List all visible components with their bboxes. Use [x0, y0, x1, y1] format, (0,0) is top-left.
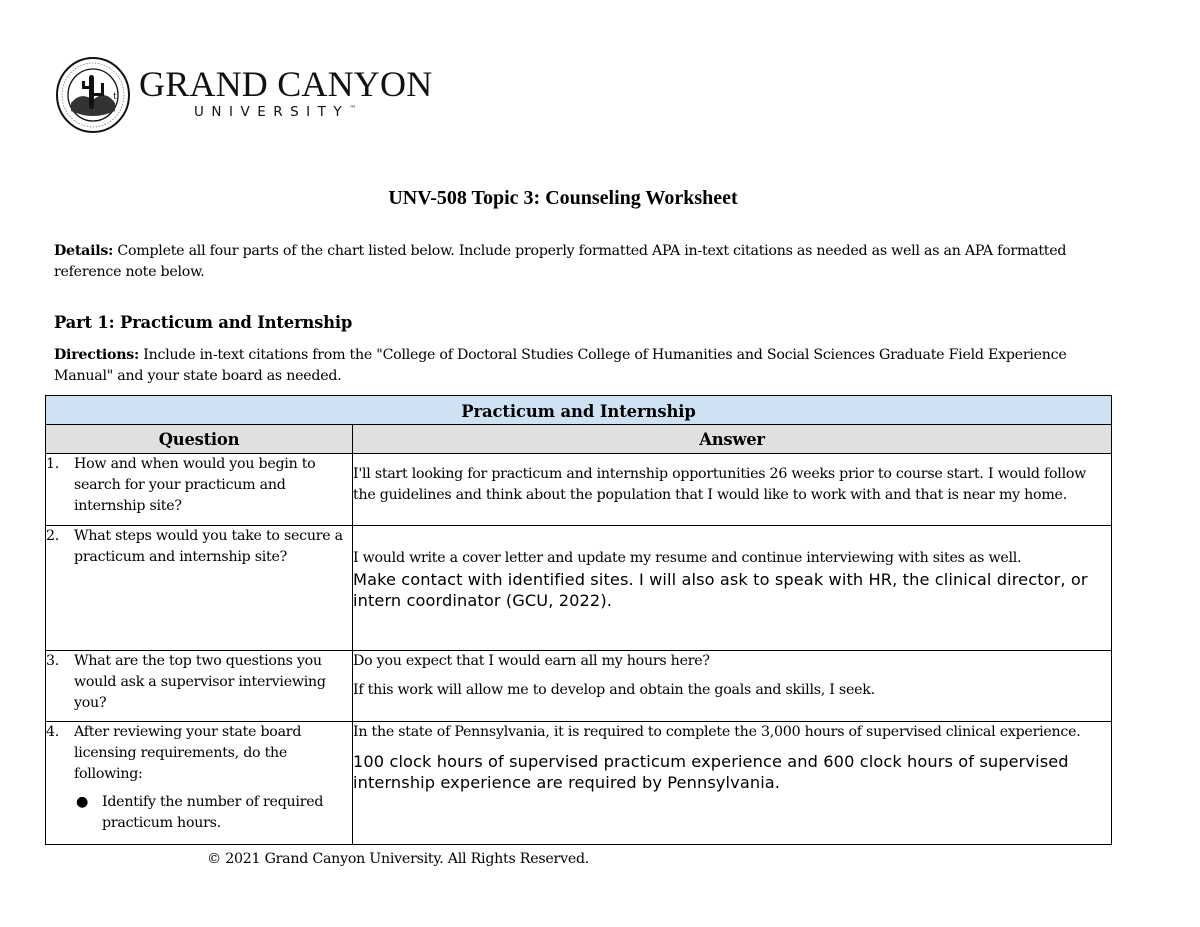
directions-paragraph	[54, 345, 1124, 387]
bullet-item	[74, 792, 352, 834]
column-header-answer: Answer	[353, 425, 1112, 454]
table-title: Practicum and Internship	[46, 396, 1112, 425]
logo-name-line1: GRAND CANYON	[139, 64, 433, 104]
table-row	[46, 651, 1112, 722]
bullet-icon: ●	[76, 794, 89, 810]
answer-text: I'll start looking for practicum and internship opportunities 26 weeks prior to course start. I would follow the guidelines and think about the population that I would like to work with and that is near my home.	[353, 466, 1087, 503]
answer-cell[interactable]	[353, 454, 1112, 526]
table-title-row	[46, 396, 1112, 425]
answer-text: I would write a cover letter and update my resume and continue interviewing with sites as well.	[353, 550, 1022, 566]
question-text: How and when would you begin to search for your practicum and internship site?	[74, 456, 316, 514]
directions-label: Directions:	[54, 347, 140, 363]
answer-extra-text: Make contact with identified sites. I will also ask to speak with HR, the clinical director, or intern coordinator (GCU, 2022).	[353, 570, 1088, 610]
table-header-row	[46, 425, 1112, 454]
table-row	[46, 454, 1112, 526]
question-text: After reviewing your state board licensing requirements, do the following:	[74, 724, 302, 782]
answer-cell[interactable]	[353, 722, 1112, 845]
answer-cell[interactable]	[353, 526, 1112, 651]
details-text: Complete all four parts of the chart listed below. Include properly formatted APA in-text citations as needed as well as an APA formatted reference note below.	[54, 243, 1067, 280]
practicum-table	[45, 395, 1112, 845]
logo-name-line2: UNIVERSITY™	[194, 104, 357, 120]
copyright-footer: © 2021 Grand Canyon University. All Rights Reserved.	[207, 851, 590, 867]
svg-text:t: t	[113, 92, 117, 102]
answer-extra-text: If this work will allow me to develop and obtain the goals and skills, I seek.	[353, 682, 875, 698]
gcu-logo	[55, 55, 432, 135]
details-paragraph	[54, 241, 1124, 283]
answer-cell[interactable]	[353, 651, 1112, 722]
answer-text: Do you expect that I would earn all my hours here?	[353, 653, 710, 669]
column-header-question: Question	[46, 425, 353, 454]
question-text: What steps would you take to secure a practicum and internship site?	[74, 528, 343, 565]
table-row	[46, 526, 1112, 651]
university-seal-icon	[55, 55, 131, 135]
answer-extra-text: 100 clock hours of supervised practicum experience and 600 clock hours of supervised internship experience are required by Pennsylvania.	[353, 752, 1069, 792]
question-cell: 3. What are the top two questions you would ask a supervisor interviewing you?	[46, 651, 353, 722]
question-text: What are the top two questions you would ask a supervisor interviewing you?	[74, 653, 326, 711]
details-label: Details:	[54, 243, 114, 259]
page-title: UNV-508 Topic 3: Counseling Worksheet	[388, 187, 738, 209]
question-cell: 2. What steps would you take to secure a practicum and internship site?	[46, 526, 353, 651]
bullet-text: Identify the number of required practicum hours.	[102, 794, 324, 831]
part1-heading: Part 1: Practicum and Internship	[54, 313, 353, 332]
question-cell: 1. How and when would you begin to search for your practicum and internship site?	[46, 454, 353, 526]
answer-text: In the state of Pennsylvania, it is required to complete the 3,000 hours of supervised clinical experience.	[353, 724, 1081, 740]
table-row	[46, 722, 1112, 845]
directions-text: Include in-text citations from the "College of Doctoral Studies College of Humanities and Social Sciences Graduate Field Experience Manual" and your state board as needed.	[54, 347, 1067, 384]
question-cell: 4. After reviewing your state board licensing requirements, do the following: ● Identify the number of required practicum hours.	[46, 722, 353, 845]
